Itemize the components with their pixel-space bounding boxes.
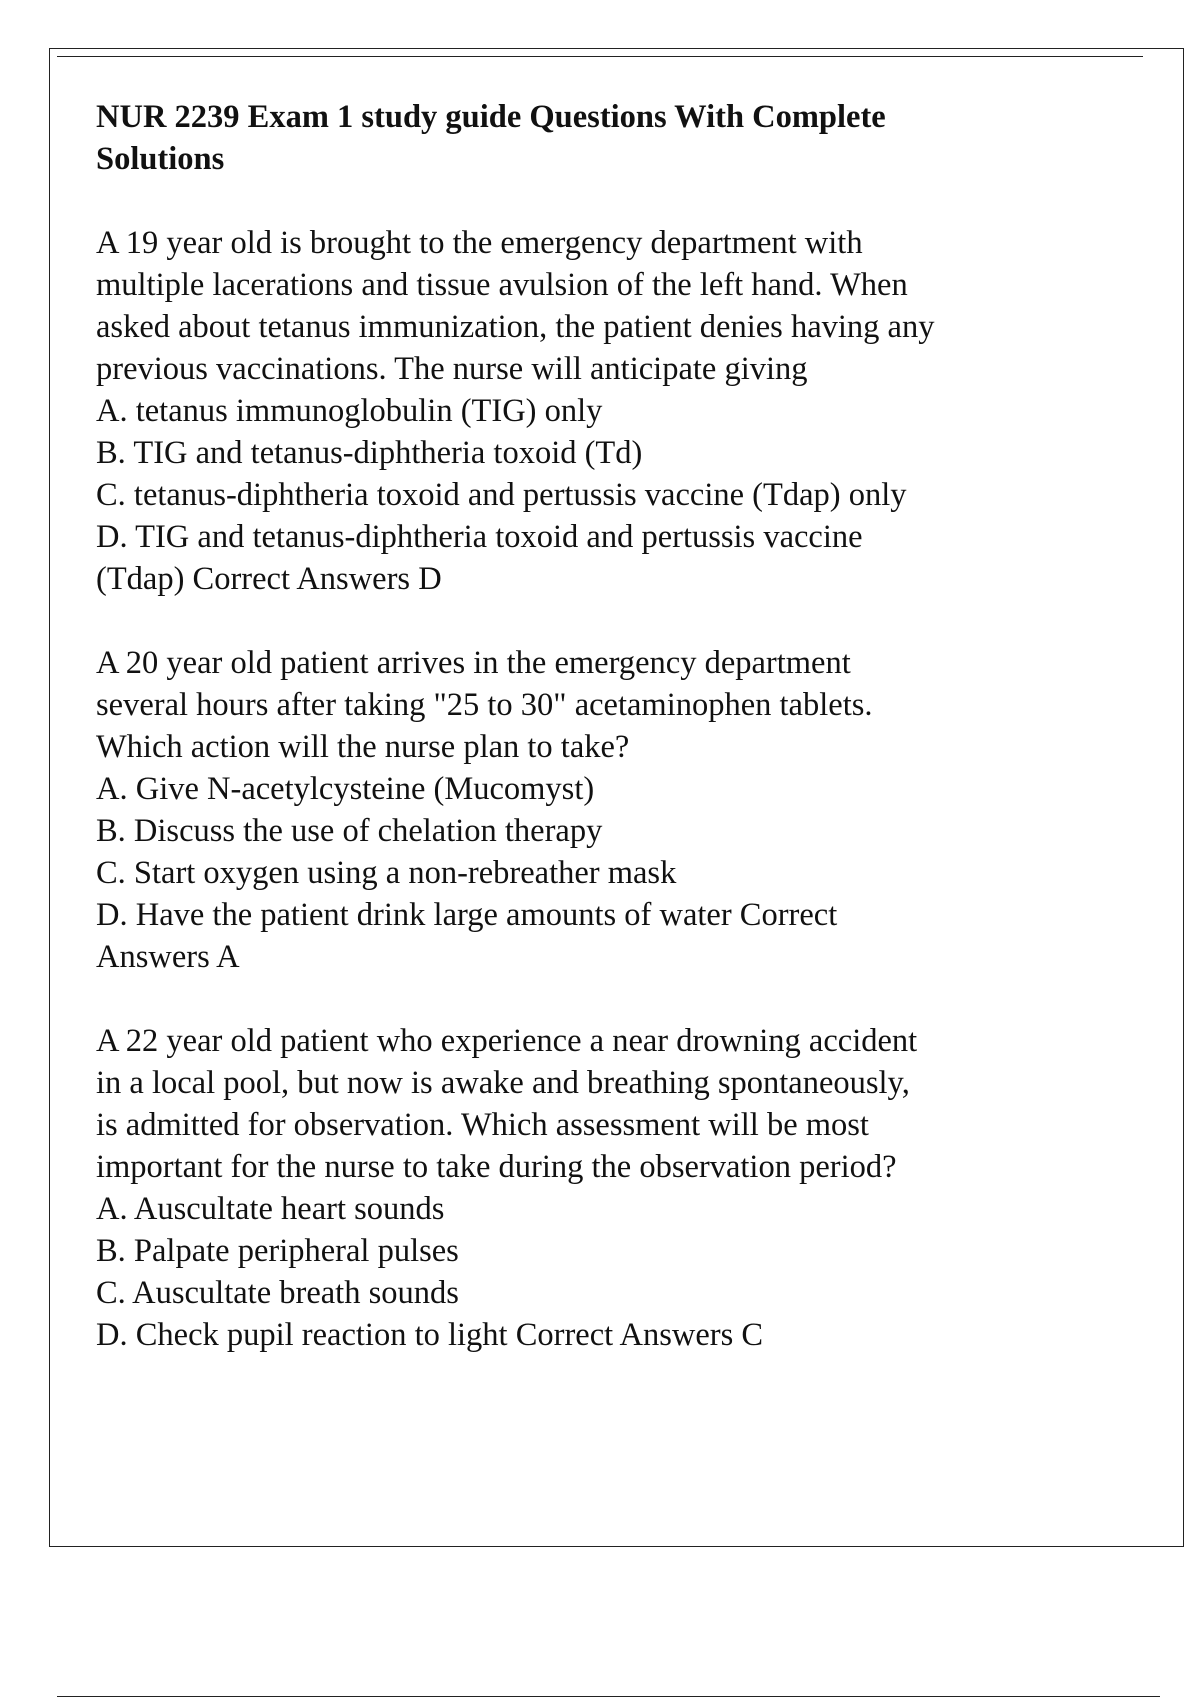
question-stem-line: in a local pool, but now is awake and breathing spontaneously,	[96, 1065, 910, 1101]
answer-option-d: D. TIG and tetanus-diphtheria toxoid and pertussis vaccine	[96, 519, 863, 555]
answer-option-c: C. tetanus-diphtheria toxoid and pertussis vaccine (Tdap) only	[96, 477, 907, 513]
answer-option-c: C. Start oxygen using a non-rebreather mask	[96, 855, 677, 891]
frame-top-rule	[57, 56, 1143, 57]
answer-option-b: B. Palpate peripheral pulses	[96, 1233, 459, 1269]
question-1	[96, 222, 1096, 600]
question-stem-line: previous vaccinations. The nurse will anticipate giving	[96, 351, 808, 387]
question-stem-line: A 19 year old is brought to the emergency department with	[96, 225, 863, 261]
answer-option-a: A. tetanus immunoglobulin (TIG) only	[96, 393, 603, 429]
correct-answer-line: (Tdap) Correct Answers D	[96, 561, 442, 597]
answer-option-b: B. Discuss the use of chelation therapy	[96, 813, 603, 849]
question-3	[96, 1020, 1096, 1356]
correct-answer-line: Answers A	[96, 939, 240, 975]
title-line: NUR 2239 Exam 1 study guide Questions With Complete	[96, 99, 886, 135]
question-stem-line: several hours after taking "25 to 30" acetaminophen tablets.	[96, 687, 873, 723]
answer-option-a: A. Auscultate heart sounds	[96, 1191, 445, 1227]
answer-option-d-with-answer: D. Check pupil reaction to light Correct Answers C	[96, 1317, 764, 1353]
question-stem-line: important for the nurse to take during the observation period?	[96, 1149, 897, 1185]
question-stem-line: A 20 year old patient arrives in the emergency department	[96, 645, 851, 681]
title-line: Solutions	[96, 141, 225, 177]
answer-option-b: B. TIG and tetanus-diphtheria toxoid (Td)	[96, 435, 643, 471]
question-2	[96, 642, 1096, 978]
question-stem-line: is admitted for observation. Which assessment will be most	[96, 1107, 869, 1143]
document-title	[96, 96, 1096, 180]
question-stem-line: A 22 year old patient who experience a near drowning accident	[96, 1023, 918, 1059]
answer-option-c: C. Auscultate breath sounds	[96, 1275, 459, 1311]
document-content	[96, 96, 1096, 1356]
answer-option-d: D. Have the patient drink large amounts of water Correct	[96, 897, 838, 933]
bottom-rule	[57, 1696, 1160, 1697]
answer-option-a: A. Give N-acetylcysteine (Mucomyst)	[96, 771, 595, 807]
question-stem-line: asked about tetanus immunization, the patient denies having any	[96, 309, 935, 345]
question-stem-line: Which action will the nurse plan to take?	[96, 729, 630, 765]
question-stem-line: multiple lacerations and tissue avulsion of the left hand. When	[96, 267, 908, 303]
